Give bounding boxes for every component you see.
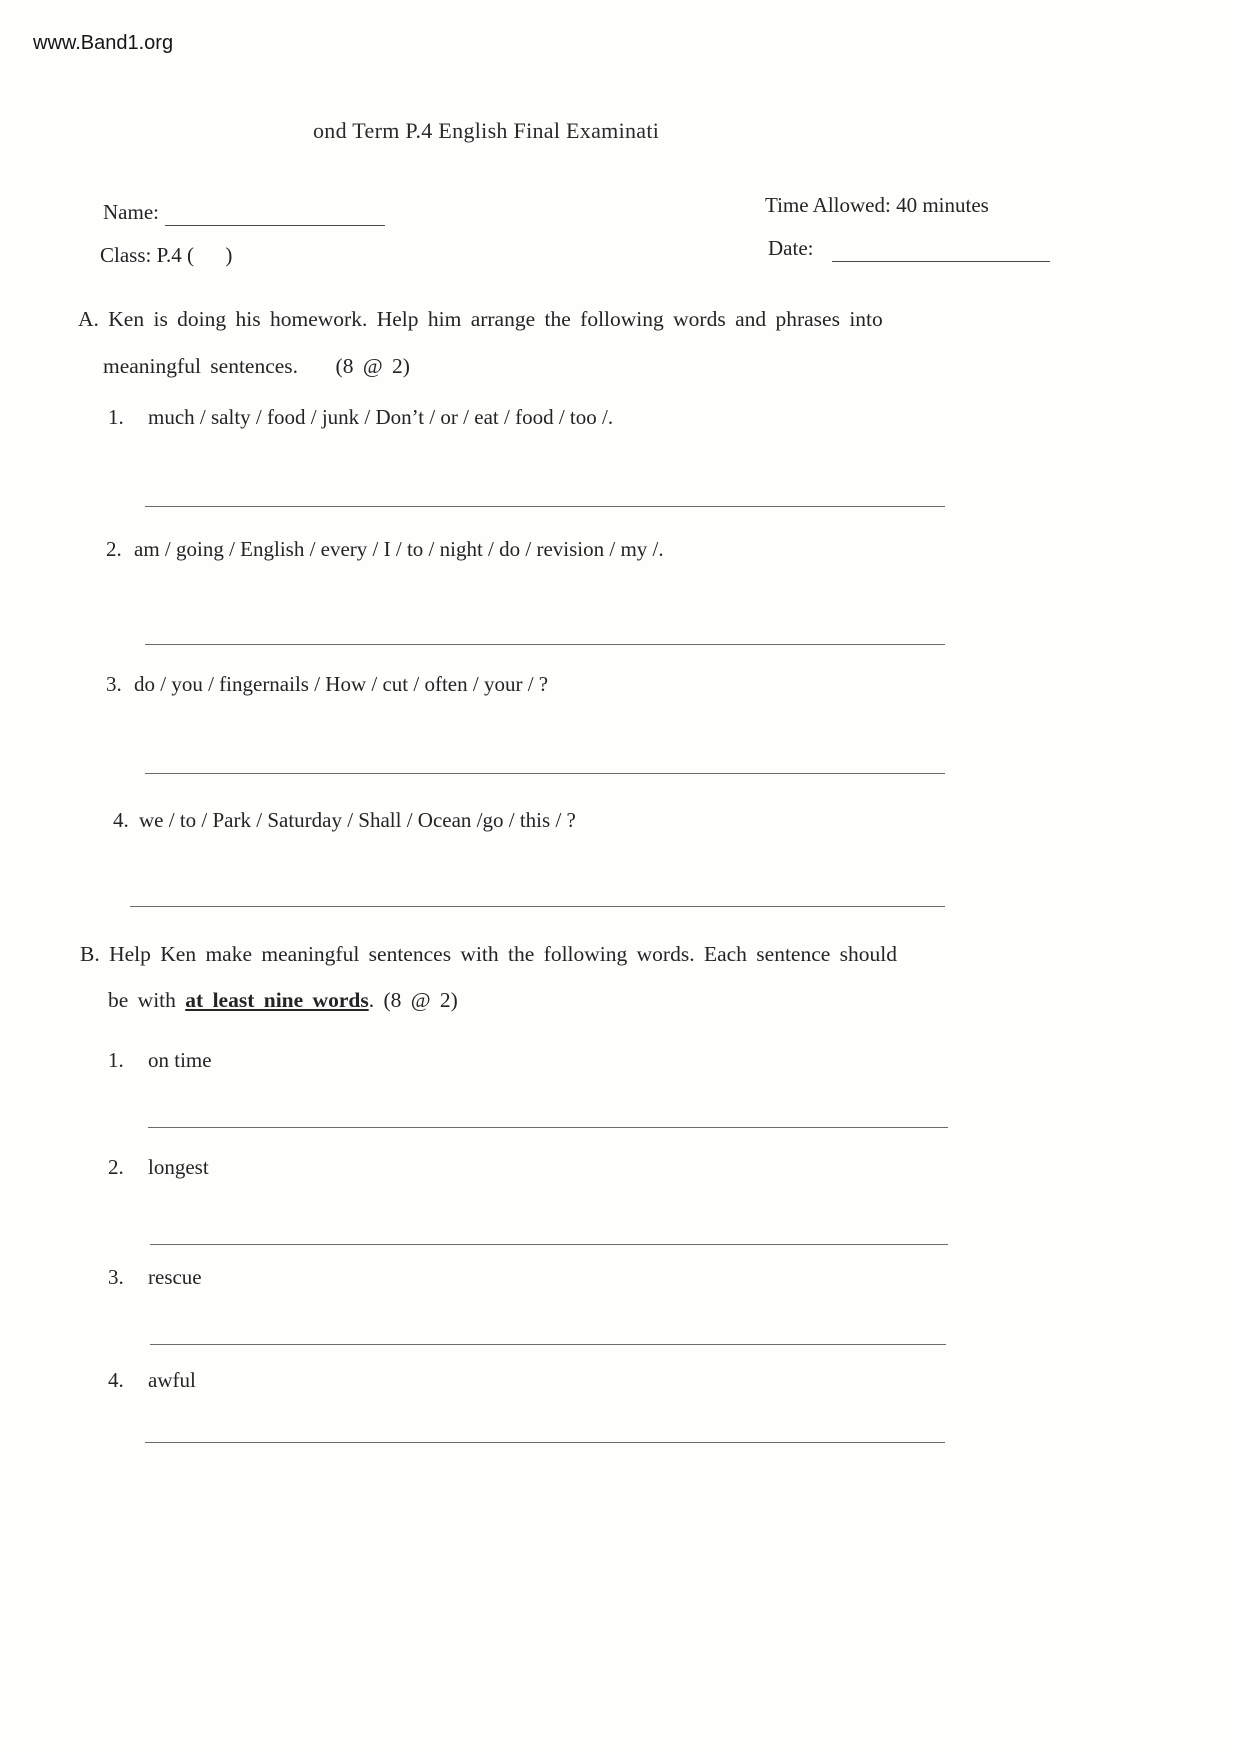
class-label: Class: P.4 ( ): [100, 243, 233, 267]
name-label: Name:: [103, 200, 159, 224]
item-number: 3.: [108, 1265, 124, 1289]
item-number: 2.: [106, 537, 122, 561]
time-allowed-label: Time Allowed: 40 minutes: [765, 193, 989, 217]
answer-line: [130, 905, 945, 907]
section-b-heading-line2: [108, 988, 458, 1013]
heading-post: . (8 @ 2): [368, 988, 458, 1012]
section-a-item: [106, 537, 664, 562]
item-number: 2.: [108, 1155, 124, 1179]
section-a-heading-line2: meaningful sentences. (8 @ 2): [103, 354, 410, 378]
answer-line: [145, 1441, 945, 1443]
section-a-item: [108, 405, 613, 430]
item-number: 3.: [106, 672, 122, 696]
date-label: Date:: [768, 236, 814, 260]
item-number: 4.: [108, 1368, 124, 1392]
item-text: do / you / fingernails / How / cut / often / your / ?: [134, 672, 549, 696]
answer-line: [150, 1243, 948, 1245]
item-text: on time: [148, 1048, 212, 1072]
item-text: we / to / Park / Saturday / Shall / Ocean /go / this / ?: [139, 808, 576, 832]
section-a-heading-line1: A. Ken is doing his homework. Help him arrange the following words and phrases into: [78, 307, 883, 331]
section-b-item: [108, 1048, 212, 1073]
section-b-item: [108, 1265, 202, 1290]
section-a-item: [113, 808, 576, 833]
section-b-item: [108, 1155, 209, 1180]
item-number: 1.: [108, 405, 124, 429]
section-b-heading-line1: B. Help Ken make meaningful sentences with the following words. Each sentence should: [80, 942, 898, 966]
answer-line: [145, 643, 945, 645]
section-a-item: [106, 672, 548, 697]
answer-line: [145, 772, 945, 774]
item-text: am / going / English / every / I / to / night / do / revision / my /.: [134, 537, 664, 561]
item-text: awful: [148, 1368, 196, 1392]
heading-pre: be with: [108, 988, 186, 1012]
site-watermark: www.Band1.org: [33, 32, 174, 54]
exam-title: ond Term P.4 English Final Examinati: [313, 118, 660, 143]
section-b-item: [108, 1368, 196, 1393]
answer-line: [150, 1343, 946, 1345]
item-number: 4.: [113, 808, 129, 832]
answer-line: [148, 1126, 948, 1128]
date-field-line: [832, 260, 1050, 262]
item-text: longest: [148, 1155, 209, 1179]
item-number: 1.: [108, 1048, 124, 1072]
answer-line: [145, 505, 945, 507]
name-field-line: [165, 224, 385, 226]
heading-emphasis: at least nine words: [185, 988, 369, 1012]
item-text: much / salty / food / junk / Don’t / or / eat / food / too /.: [148, 405, 614, 429]
item-text: rescue: [148, 1265, 202, 1289]
